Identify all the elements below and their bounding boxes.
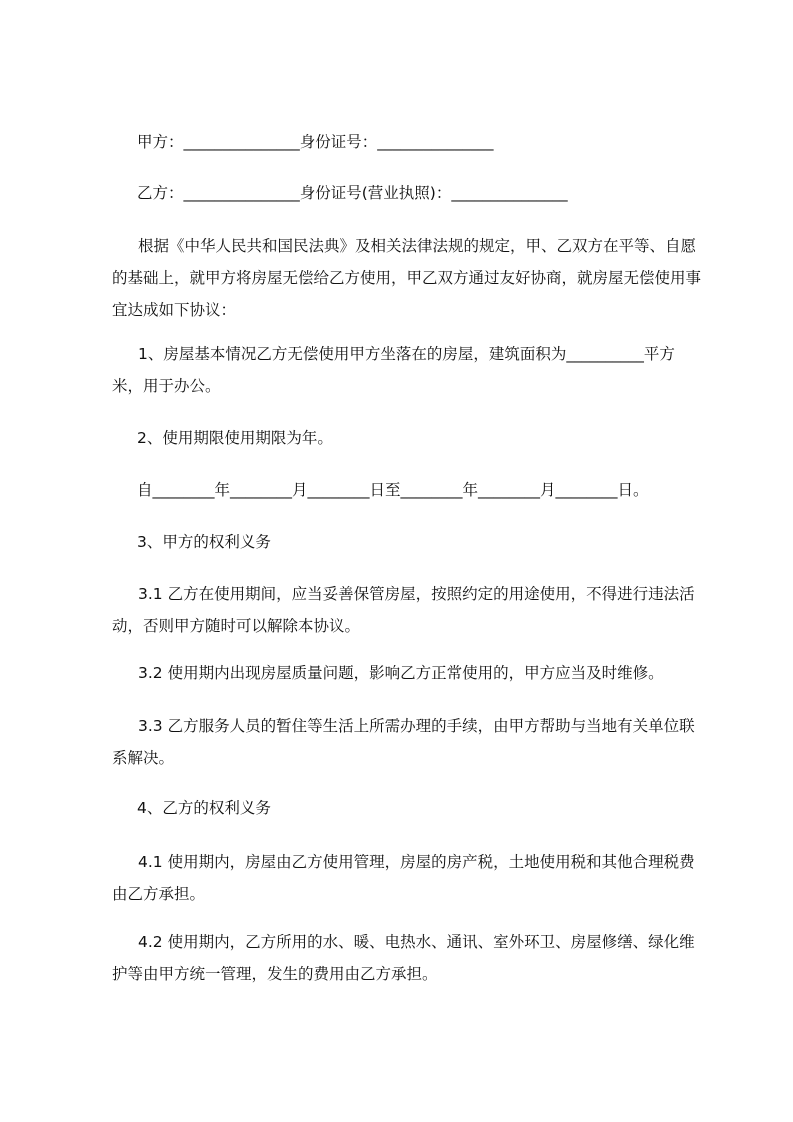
clause-3-2: 3.2 使用期内出现房屋质量问题，影响乙方正常使用的，甲方应当及时维修。 [138, 664, 664, 682]
clause-3-3: 3.3 乙方服务人员的暂住等生活上所需办理的手续，由甲方帮助与当地有关单位联系解决。 [112, 717, 695, 767]
clause-1: 1、房屋基本情况乙方无偿使用甲方坐落在的房屋，建筑面积为__________平方米，用于办公。 [112, 345, 675, 395]
party-a-line: 甲方：_______________身份证号：_______________ [137, 133, 494, 151]
clause-2: 2、使用期限使用期限为年。 [137, 429, 333, 447]
preamble-paragraph: 根据《中华人民共和国民法典》及相关法律法规的规定，甲、乙双方在平等、自愿的基础上，就甲方将房屋无偿给乙方使用，甲乙双方通过友好协商，就房屋无偿使用事宜达成如下协议： [112, 237, 702, 319]
clause-3-title: 3、甲方的权利义务 [137, 533, 271, 551]
clause-3-1: 3.1 乙方在使用期间，应当妥善保管房屋，按照约定的用途使用，不得进行违法活动，否则甲方随时可以解除本协议。 [112, 585, 695, 635]
clause-4-title: 4、乙方的权利义务 [137, 799, 271, 817]
clause-4-1: 4.1 使用期内，房屋由乙方使用管理，房屋的房产税，土地使用税和其他合理税费由乙方承担。 [112, 853, 695, 903]
party-b-line: 乙方：_______________身份证号(营业执照)：_______________ [137, 184, 568, 202]
clause-4-2: 4.2 使用期内，乙方所用的水、暖、电热水、通讯、室外环卫、房屋修缮、绿化维护等由甲方统一管理，发生的费用由乙方承担。 [112, 933, 695, 983]
term-line: 自________年________月________日至________年________月________日。 [137, 481, 649, 499]
